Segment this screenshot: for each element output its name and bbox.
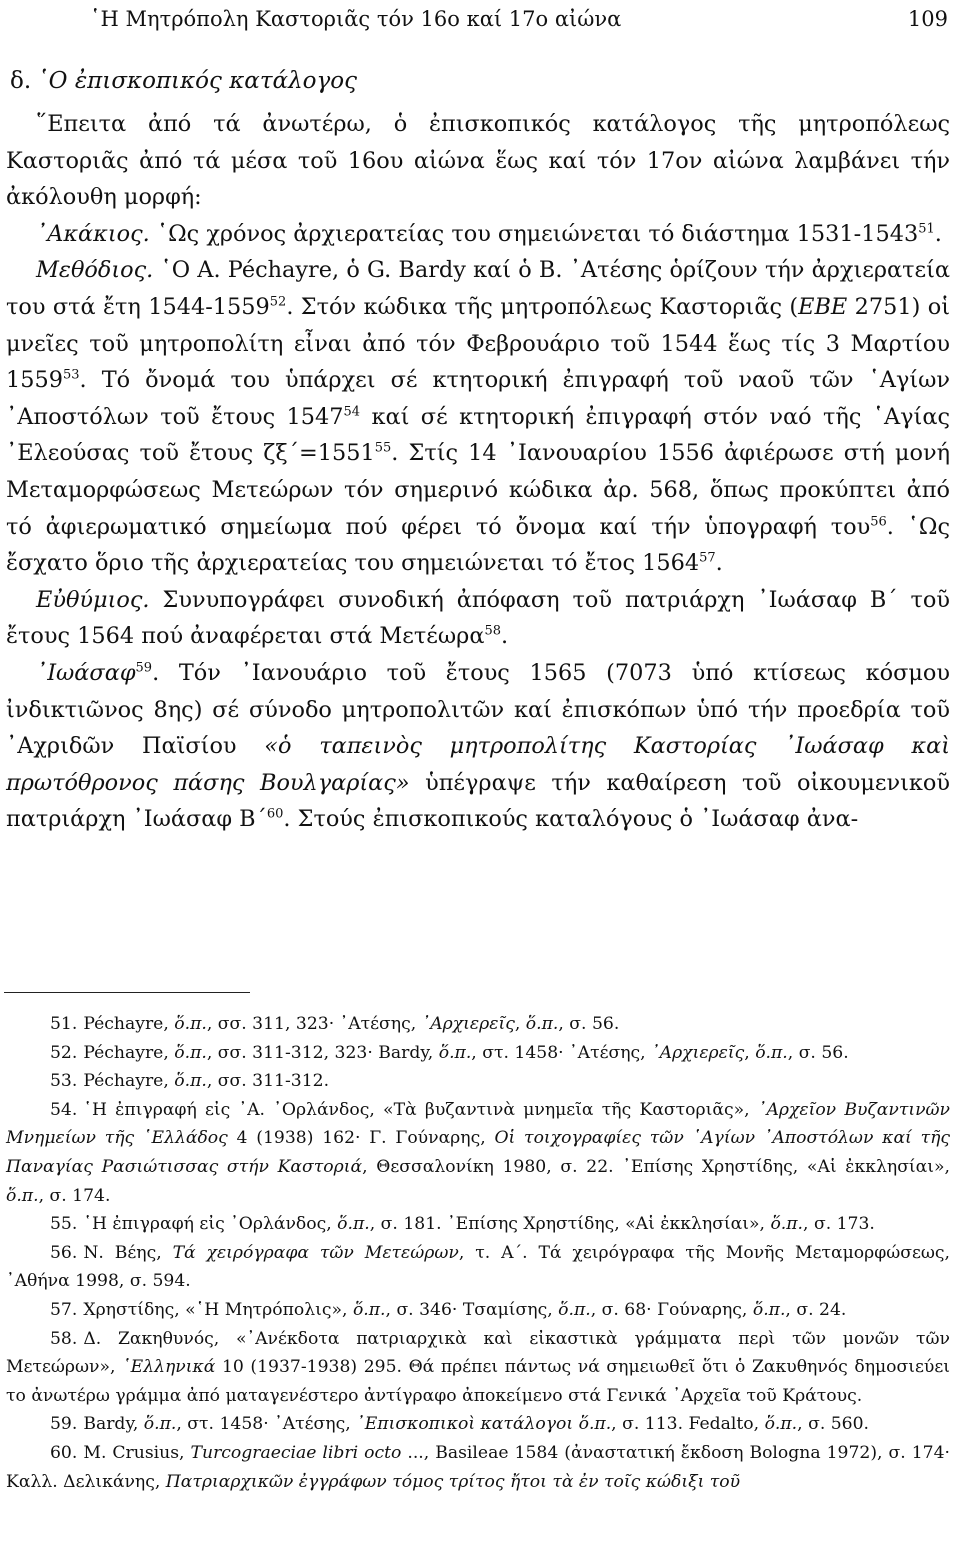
footnote-ref: 57 — [699, 550, 716, 566]
section-title: ῾Ο ἐπισκοπικός κατάλογος — [37, 68, 357, 94]
footnote-53: 53. Péchayre, ὅ.π., σσ. 311-312. — [50, 1071, 330, 1092]
footnote-57: 57. Χρηστίδης, «῾Η Μητρόπολις», ὅ.π., σ. 346· Τσαμίσης, ὅ.π., σ. 68· Γούναρης, ὅ.π., σ. 24. — [50, 1299, 847, 1320]
entry-name: ᾽Ακάκιος. — [36, 220, 150, 247]
entry-akakios: ᾽Ακάκιος. ῾Ως χρόνος ἀρχιερατείας του σημειώνεται τό διάστημα 1531-1543$^{51}$. — [36, 220, 942, 247]
running-header — [80, 4, 950, 34]
footnote-ref: 58 — [484, 623, 501, 639]
entry-ioasaf: ᾽Ιωάσαφ$^{59}$. Τόν ᾽Ιανουάριο τοῦ ἔτους 1565 (7073 ὑπό κτίσεως κόσμου ἰνδικτιῶνος 8ης) σέ σύνοδο μητροπολιτῶν καί ἐπισκόπων ὑπό τήν προεδρία τοῦ ᾽Αχριδῶν Παϊσίου «ὁ ταπεινὸς μητροπολίτης Καστορίας ᾽Ιωάσαφ καὶ πρωτόθρονος πάσης Βουλγαρίας» ὑπέγραψε τήν καθαίρεση τοῦ οἰκουμενικοῦ πατριάρχη ᾽Ιωάσαφ Β΄$^{60}$. Στούς ἐπισκοπικούς καταλόγους ὁ ᾽Ιωάσαφ ἀνα- — [6, 659, 951, 833]
entry-name: Μεθόδιος. — [36, 257, 154, 284]
footnote-ref: 59 — [135, 660, 153, 676]
footnote-ref: 52 — [269, 294, 287, 310]
footnote-rule — [4, 992, 250, 993]
footnote-58: 58. Δ. Ζακηθυνός, «᾽Ανέκδοτα πατριαρχικὰ καὶ εἰκαστικὰ γράμματα περὶ τῶν μονῶν τῶν Μετεώρων», ῾Ελληνικά 10 (1937-1938) 295. Θά πρέπει πάντως νά σημειωθεῖ ὅτι ὁ Ζακυθηνός δημοσιεύει το ἀνωτέρω γράμμα ἀπό ματαγενέστερο ἀντίγραφο ἀποκείμενο στά Γενικά ᾽Αρχεῖα τοῦ Κράτους. — [6, 1328, 950, 1406]
entry-name: ᾽Ιωάσαφ — [36, 659, 136, 686]
running-title: ῾Η Μητρόπολη Καστοριᾶς τόν 16ο καί 17ο αἰώνα — [90, 7, 622, 31]
section-heading — [10, 66, 357, 96]
entry-name: Εὐθύμιος. — [36, 586, 150, 613]
footnote-54: 54. ῾Η ἐπιγραφή εἰς ᾽Α. ᾽Ορλάνδος, «Τὰ βυζαντινὰ μνημεῖα τῆς Καστοριᾶς», ᾽Αρχεῖον Βυζαντινῶν Μνημείων τῆς ῾Ελλάδος 4 (1938) 162· Γ. Γούναρης, Οἱ τοιχογραφίες τῶν ῾Αγίων ᾽Αποστόλων καί τῆς Παναγίας Ρασιώτισσας στήν Καστοριά, Θεσσαλονίκη 1980, σ. 22. ᾽Επίσης Χρηστίδης, «Αἱ ἐκκλησίαι», ὅ.π., σ. 174. — [6, 1099, 950, 1206]
footnote-51: 51. Péchayre, ὅ.π., σσ. 311, 323· ᾽Ατέσης, ᾽Αρχιερεῖς, ὅ.π., σ. 56. — [50, 1014, 620, 1034]
quotation: «ὁ ταπεινὸς μητροπολίτης Καστορίας ᾽Ιωάσαφ καὶ πρωτόθρονος πάσης Βουλγαρίας» — [6, 733, 951, 796]
footnote-56: 56. Ν. Βέης, Τά χειρόγραφα τῶν Μετεώρων, τ. Α΄. Τά χειρόγραφα τῆς Μονῆς Μεταμορφώσεως, ᾽Αθήνα 1998, σ. 594. — [6, 1242, 951, 1292]
footnote-ref: 54 — [343, 404, 361, 420]
footnote-ref: 56 — [870, 514, 887, 530]
entry-efthymios: Εὐθύμιος. Συνυπογράφει συνοδική ἀπόφαση τοῦ πατριάρχη ᾽Ιωάσαφ Β΄ τοῦ ἔτους 1564 πού ἀναφέρεται στά Μετέωρα$^{58}$. — [6, 586, 950, 650]
footnote-ref: 53 — [62, 367, 80, 383]
abbreviation-ebe: ΕΒΕ — [798, 293, 848, 320]
footnote-55: 55. ῾Η ἐπιγραφή εἰς ᾽Ορλάνδος, ὅ.π., σ. 181. ᾽Επίσης Χρηστίδης, «Αἱ ἐκκλησίαι», ὅ.π., σ. 173. — [50, 1214, 875, 1235]
footnote-ref: 60 — [266, 806, 284, 822]
footnote-ref: 51 — [918, 221, 935, 237]
footnote-52: 52. Péchayre, ὅ.π., σσ. 311-312, 323· Bardy, ὅ.π., στ. 1458· ᾽Ατέσης, ᾽Αρχιερεῖς, ὅ.π., σ. 56. — [50, 1042, 849, 1063]
entry-methodios: Μεθόδιος. ῾Ο A. Péchayre, ὁ G. Bardy καί ὁ Β. ᾽Ατέσης ὁρίζουν τήν ἀρχιερατεία του στά ἔτη 1544-1559$^{52}$. Στόν κώδικα τῆς μητροπόλεως Καστοριᾶς (ΕΒΕ 2751) οἱ μνεῖες τοῦ μητροπολίτη εἶναι ἀπό τόν Φεβρουάριο τοῦ 1544 ἕως τίς 3 Μαρτίου 1559$^{53}$. Τό ὄνομά του ὑπάρχει σέ κτητορική ἐπιγραφή τοῦ ναοῦ τῶν ῾Αγίων ᾽Αποστόλων τοῦ ἔτους 1547$^{54}$ καί σέ κτητορική ἐπιγραφή στόν ναό τῆς ῾Αγίας ᾽Ελεούσας τοῦ ἔτους $\zeta\xi΄=1551^{55}$. Στίς 14 ᾽Ιανουαρίου 1556 ἀφιέρωσε στή μονή Μεταμορφώσεως Μετεώρων τόν σημερινό κώδικα ἀρ. 568, ὅπως προκύπτει ἀπό τό ἀφιερωματικό σημείωμα πού φέρει τό ὄνομα καί τήν ὑπογραφή του$^{56}$. ῾Ως ἔσχατο ὅριο τῆς ἀρχιερατείας του σημειώνεται τό ἔτος 1564$^{57}$. — [6, 257, 951, 577]
body-text — [6, 106, 950, 838]
footnotes — [6, 1010, 950, 1496]
footnote-ref: 55 — [374, 440, 392, 456]
section-letter: δ. — [10, 68, 32, 94]
footnote-59: 59. Bardy, ὅ.π., στ. 1458· ᾽Ατέσης, ᾽Επισκοπικοὶ κατάλογοι ὅ.π., σ. 113. Fedalto, ὅ.π., σ. 560. — [50, 1414, 870, 1435]
page-number: 109 — [907, 7, 948, 31]
intro-paragraph: ῞Επειτα ἀπό τά ἀνωτέρω, ὁ ἐπισκοπικός κατάλογος τῆς μητροπόλεως Καστοριᾶς ἀπό τά μέσα τοῦ 16ου αἰώνα ἕως καί τόν 17ον αἰώνα λαμβάνει τήν ἀκόλουθη μορφή: — [6, 111, 950, 211]
footnote-60: 60. M. Crusius, Turcograeciae libri octo ..., Basileae 1584 (ἀναστατική ἔκδοση Bologna 1972), σ. 174· Καλλ. Δελικάνης, Πατριαρχικῶν ἐγγράφων τόμος τρίτος ἤτοι τὰ ἐν τοῖς κώδιξι τοῦ — [6, 1442, 950, 1492]
